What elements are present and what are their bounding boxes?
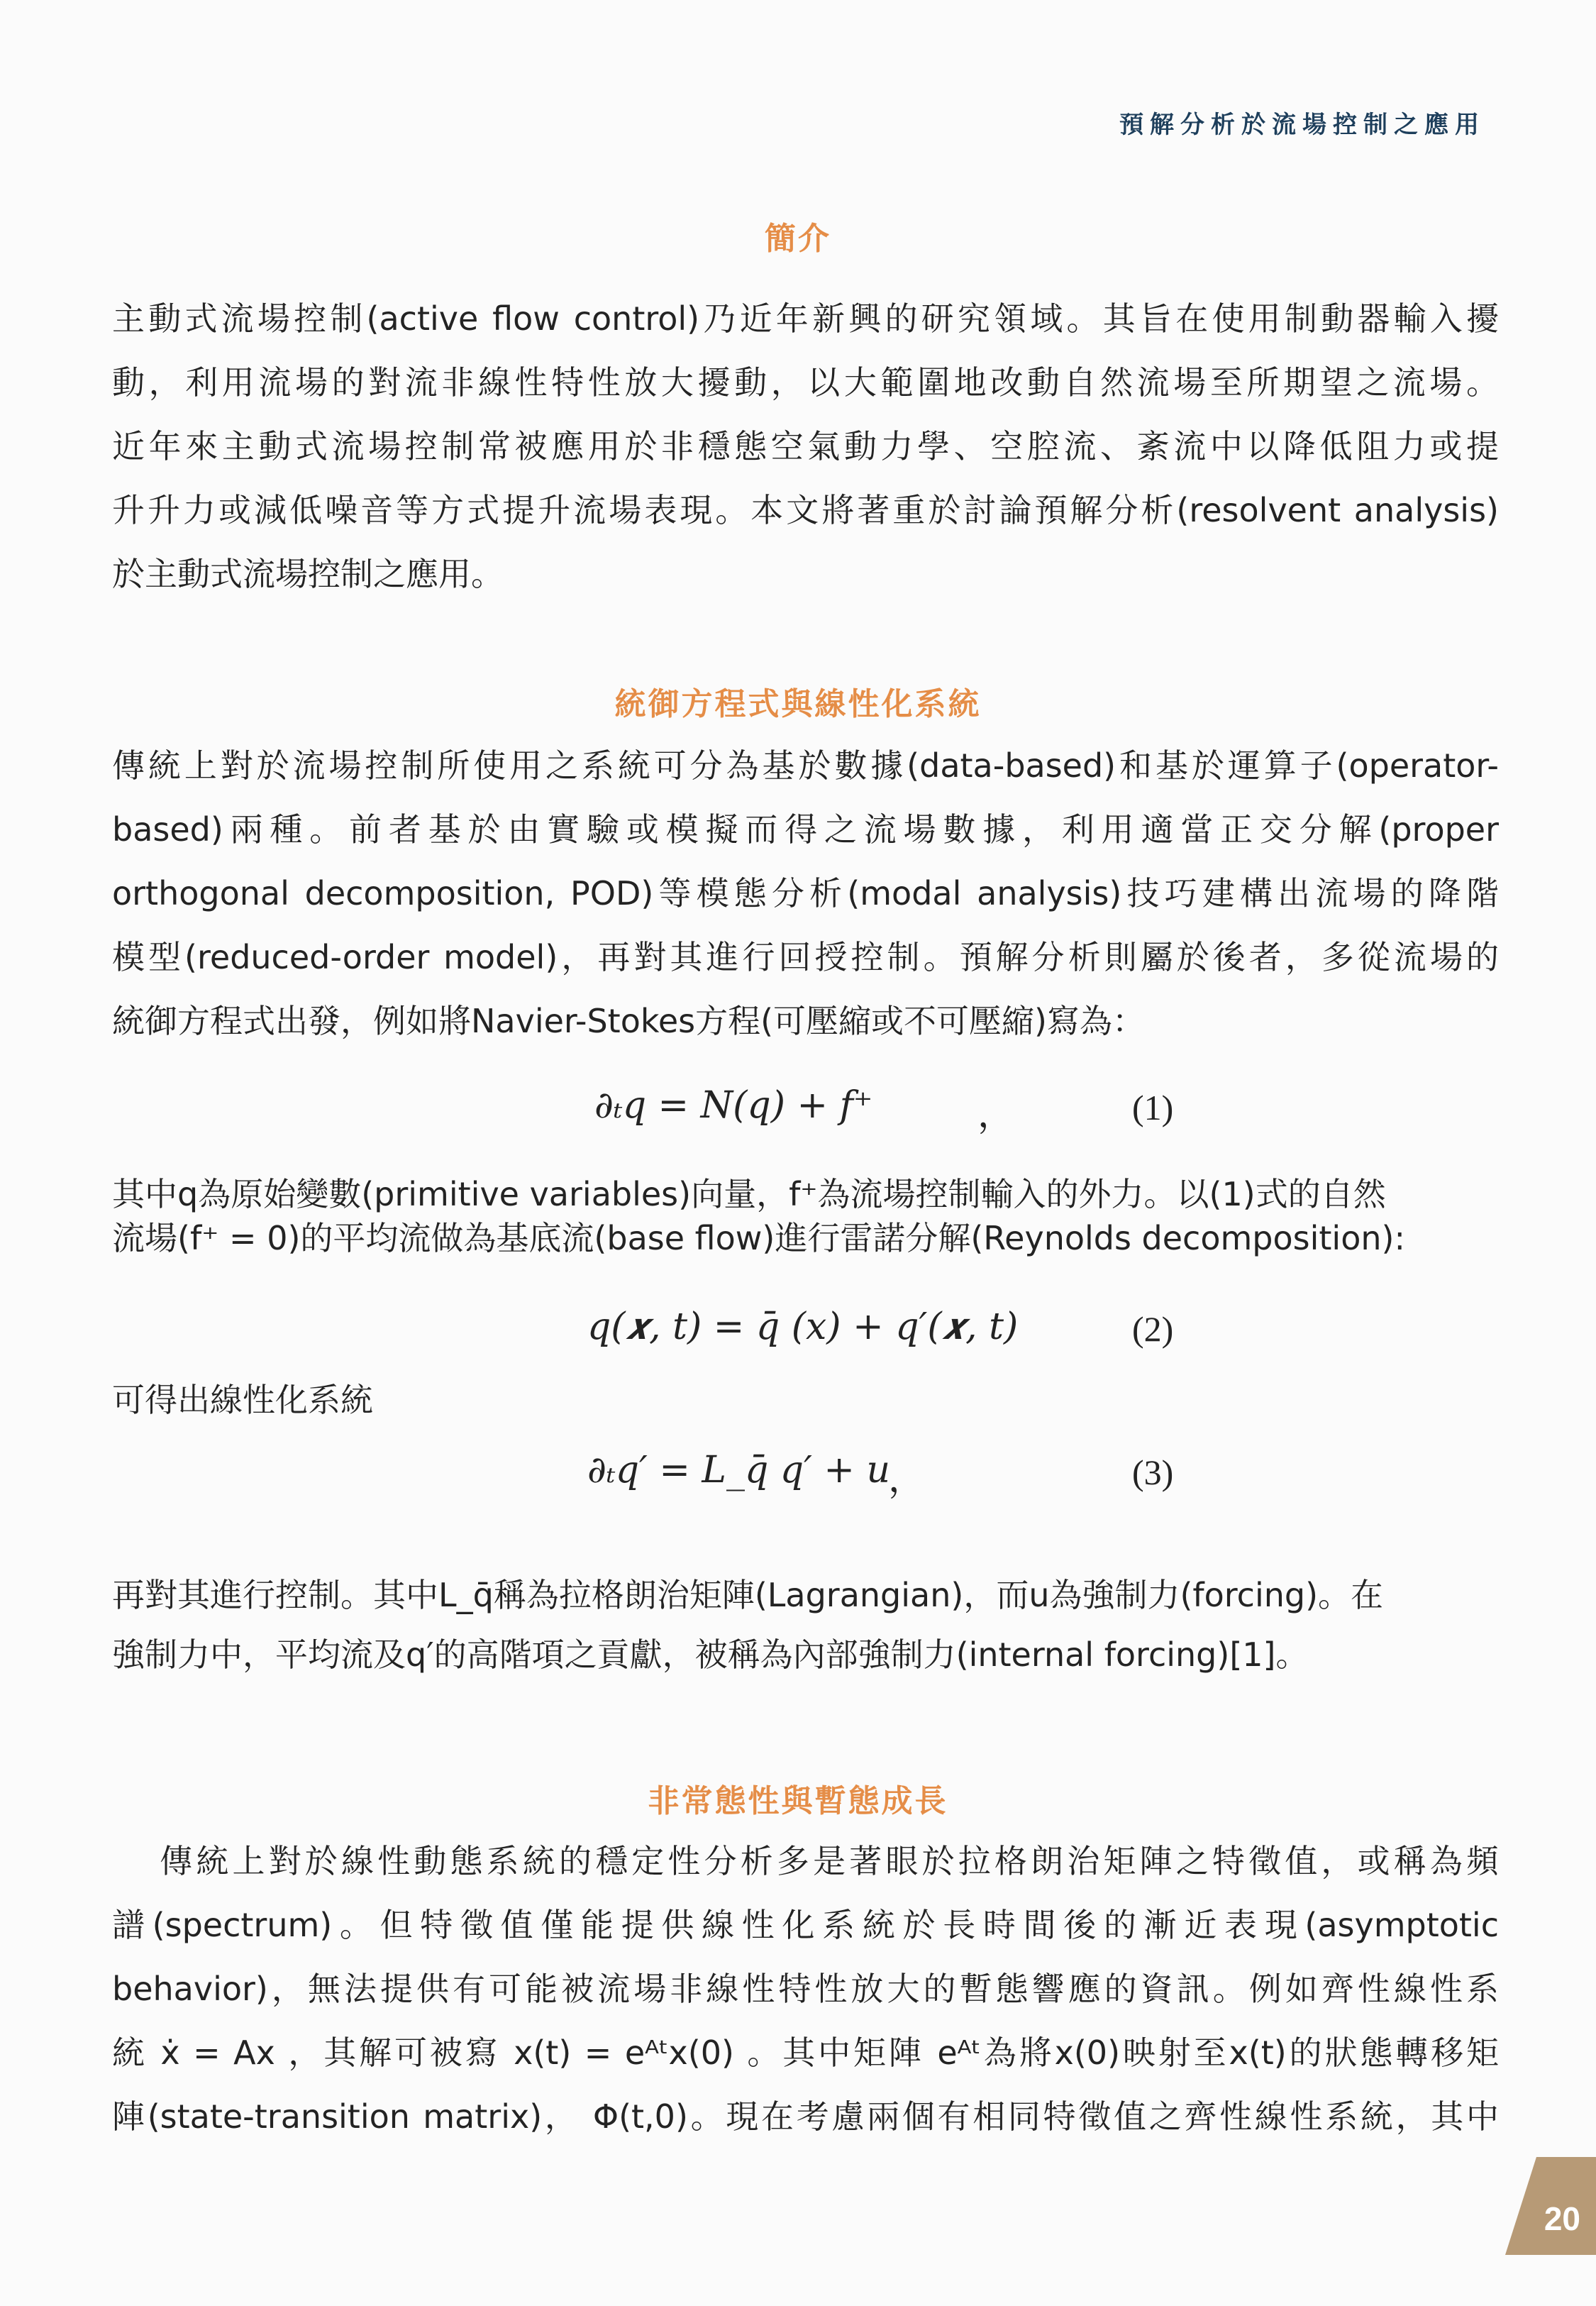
equation-3-number: (3) — [1132, 1452, 1174, 1492]
after-equation-2-text: 可得出線性化系統 — [112, 1381, 373, 1419]
paragraph-line: 譜(spectrum)。但特徵值僅能提供線性化系統於長時間後的漸近表現(asymptotic — [112, 1906, 1499, 1944]
paragraph-line-text: 傳統上對於線性動態系統的穩定性分析多是著眼於拉格朗治矩陣之特徵值，或稱為頻 — [156, 1842, 1499, 1880]
section-heading-introduction: 簡介 — [765, 221, 831, 257]
governing-paragraph — [112, 734, 1499, 1053]
paragraph-line: 主動式流場控制(active flow control)乃近年新興的研究領域。其旨在使用制動器輸入擾 — [112, 299, 1499, 338]
equation-3 — [0, 1449, 1596, 1506]
equation-1-trailing-comma: ， — [977, 1093, 1015, 1136]
paragraph-line: 近年來主動式流場控制常被應用於非穩態空氣動力學、空腔流、紊流中以降低阻力或提 — [112, 427, 1499, 465]
paragraph-line: 統御方程式出發，例如將Navier-Stokes方程(可壓縮或不可壓縮)寫為： — [112, 1002, 1146, 1040]
paragraph-line: 強制力中，平均流及q′的高階項之貢獻，被稱為內部強制力(internal forcing)[1]。 — [112, 1635, 1309, 1674]
paragraph-line: 再對其進行控制。其中L_q̄稱為拉格朗治矩陣(Lagrangian)，而u為強制力(forcing)。在 — [112, 1576, 1384, 1614]
non-normality-paragraph — [112, 1829, 1499, 2148]
section-heading-non-normality: 非常態性與暫態成長 — [648, 1783, 948, 1819]
equation-2 — [0, 1306, 1596, 1362]
equation-1-expression: ∂ₜq = N(q) + f⁺ — [594, 1084, 873, 1127]
section-heading-governing-equations: 統御方程式與線性化系統 — [614, 686, 982, 722]
after-equation-1-text — [112, 1172, 1405, 1260]
equation-1 — [0, 1084, 1596, 1141]
paragraph-line: 流場(f⁺ = 0)的平均流做為基底流(base flow)進行雷諾分解(Reynolds decomposition): — [112, 1219, 1405, 1257]
paragraph-line: 動，利用流場的對流非線性特性放大擾動，以大範圍地改動自然流場至所期望之流場。 — [112, 363, 1499, 402]
page-number: 20 — [1544, 2200, 1580, 2237]
equation-3-expression: ∂ₜq′ = L_q̄ q′ + u — [587, 1449, 890, 1491]
paragraph-line: 陣(state-transition matrix)， Φ(t,0)。現在考慮兩個有相同特徵值之齊性線性系統，其中 — [112, 2097, 1499, 2136]
paragraph-line — [112, 1829, 1499, 1893]
equation-1-number: (1) — [1132, 1088, 1174, 1127]
equation-2-expression: q(𝒙, t) = q̄ (x) + q′(𝒙, t) — [587, 1306, 1019, 1348]
paragraph-line: orthogonal decomposition, POD)等模態分析(modal analysis)技巧建構出流場的降階 — [112, 874, 1499, 912]
paragraph-line: based)兩種。前者基於由實驗或模擬而得之流場數據，利用適當正交分解(proper — [112, 810, 1499, 849]
paragraph-line: behavior)，無法提供有可能被流場非線性特性放大的暫態響應的資訊。例如齊性線性系 — [112, 1970, 1499, 2008]
paragraph-line: 於主動式流場控制之應用。 — [112, 555, 504, 593]
equation-3-trailing-comma: ， — [888, 1458, 926, 1501]
paragraph-line: 升升力或減低噪音等方式提升流場表現。本文將著重於討論預解分析(resolvent analysis) — [112, 491, 1499, 529]
running-header-title: 預解分析於流場控制之應用 — [1119, 111, 1485, 139]
paragraph-line: 統 ẋ = Ax ，其解可被寫 x(t) = eᴬᵗx(0) 。其中矩陣 eᴬᵗ為將x(0)映射至x(t)的狀態轉移矩 — [112, 2034, 1499, 2072]
after-equation-3-text — [112, 1565, 1383, 1684]
paragraph-line: 其中q為原始變數(primitive variables)向量，f⁺為流場控制輸入的外力。以(1)式的自然 — [112, 1175, 1386, 1213]
paragraph-line: 模型(reduced-order model)，再對其進行回授控制。預解分析則屬於後者，多從流場的 — [112, 938, 1499, 976]
equation-2-number: (2) — [1132, 1309, 1174, 1349]
intro-paragraph — [112, 287, 1499, 606]
paragraph-line: 傳統上對於流場控制所使用之系統可分為基於數據(data-based)和基於運算子(operator- — [112, 746, 1499, 785]
